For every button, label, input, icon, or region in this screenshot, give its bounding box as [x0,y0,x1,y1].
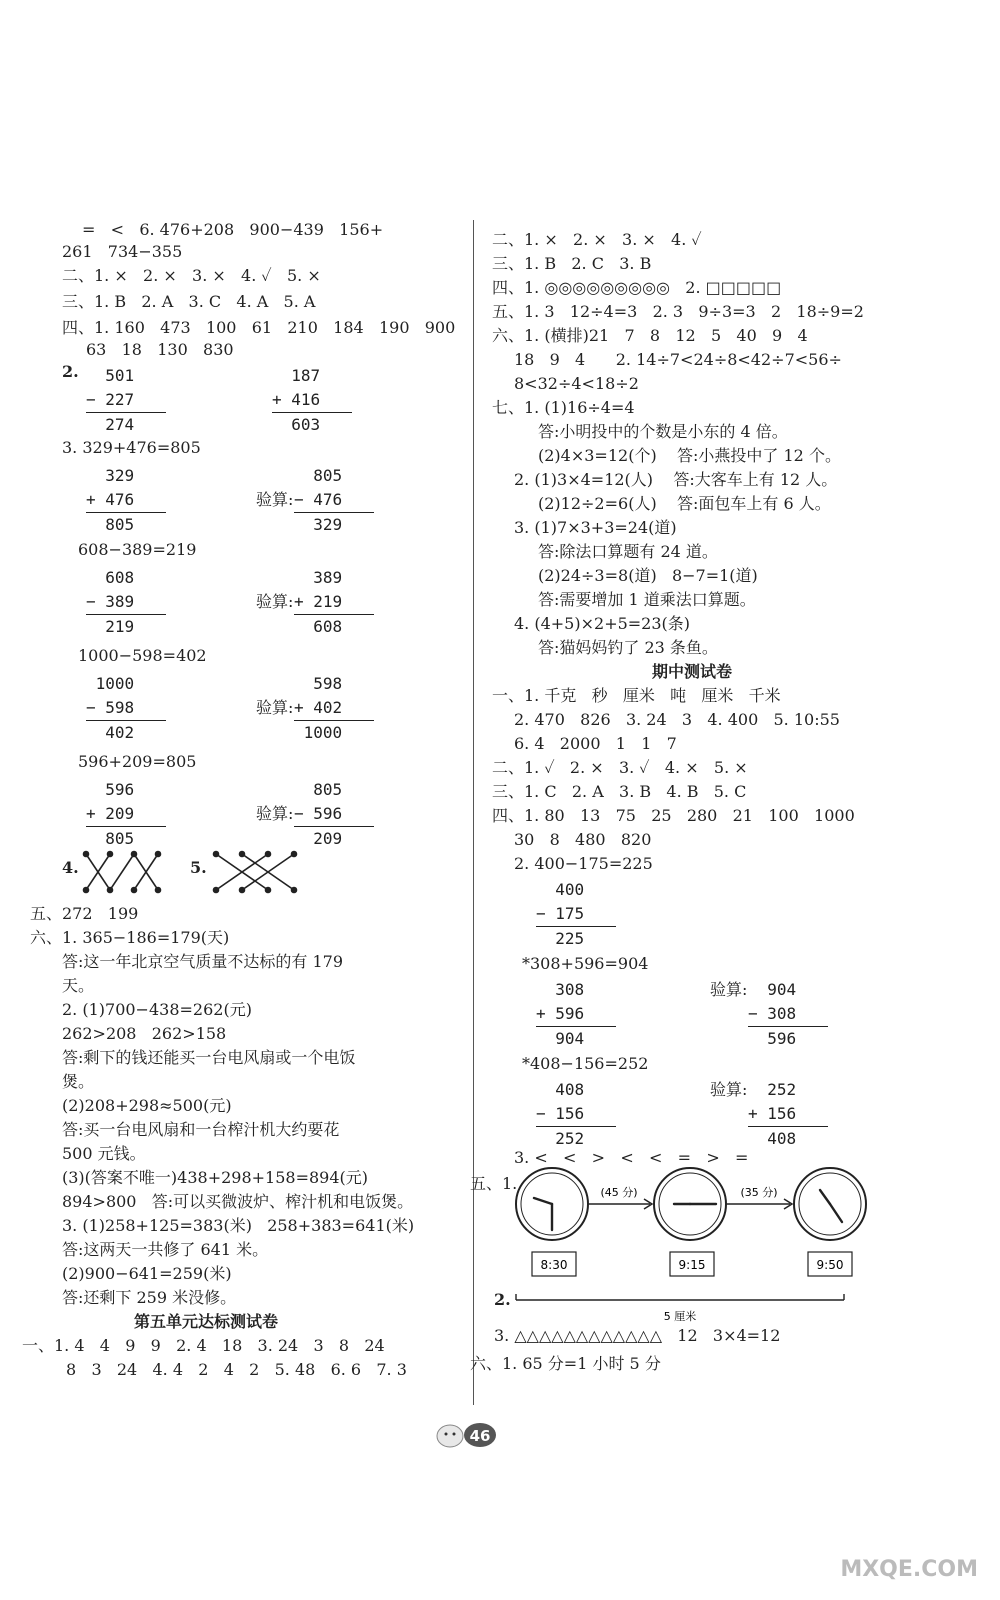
text-line: 三、1. C 2. A 3. B 4. B 5. C [492,782,747,801]
text-line: 答:小明投中的个数是小东的 4 倍。 [538,422,788,441]
text-line: *408−156=252 [522,1054,649,1073]
text-line: 2. (1)3×4=12(人) 答:大客车上有 12 人。 [514,470,838,489]
text-line: 3. (1)7×3+3=24(道) [514,518,677,537]
text-line: 261 734−355 [62,242,183,261]
vertical-calc: 805 − 476 329 [294,464,374,537]
text-line: 二、1. ✓ 2. × 3. ✓ 4. × 5. × [492,758,748,777]
vertical-calc: 904 − 308 596 [748,978,828,1051]
text-line: 答:买一台电风扇和一台榨汁机大约要花 [62,1120,340,1139]
text-line: 答:这两天一共修了 641 米。 [62,1240,269,1259]
vertical-calc: 408 − 156 252 [536,1078,616,1151]
text-line: 答:这一年北京空气质量不达标的有 179 [62,952,344,971]
mascot-icon [430,1420,500,1450]
gap-label: (35 分) [740,1186,778,1199]
line-matching-figure [82,850,192,896]
section-title: 第五单元达标测试卷 [134,1312,279,1331]
text-line: 四、1. 160 473 100 61 210 184 190 900 [62,318,456,337]
vertical-calc: 400 − 175 225 [536,878,616,951]
text-line: 63 18 130 830 [86,340,234,359]
text-line: (2)208+298≈500(元) [62,1096,232,1115]
text-line: 8<32÷4<18÷2 [514,374,639,393]
vertical-calc: 308 + 596 904 [536,978,616,1051]
vertical-calc: 596 + 209 805 [86,778,166,851]
text-line: 3. △△△△△△△△△△△△ 12 3×4=12 [494,1326,781,1345]
text-line: 3. (1)258+125=383(米) 258+383=641(米) [62,1216,415,1235]
text-line: 二、1. × 2. × 3. × 4. ✓ [492,230,702,249]
vertical-calc: 1000 − 598 402 [86,672,166,745]
text-line: 六、1. 365−186=179(天) [30,928,230,947]
vertical-calc: 252 + 156 408 [748,1078,828,1151]
text-line: 三、1. B 2. C 3. B [492,254,652,273]
text-line: 8 3 24 4. 4 2 4 2 5. 48 6. 6 7. 3 [66,1360,407,1379]
clock-figure [512,1164,912,1284]
vertical-calc: 608 − 389 219 [86,566,166,639]
time-label: 9:50 [816,1258,844,1272]
text-line: 30 8 480 820 [514,830,652,849]
section-title: 期中测试卷 [652,662,733,681]
segment-figure [512,1280,872,1324]
text-line: 2. (1)700−438=262(元) [62,1000,252,1019]
text-line: 答:除法口算题有 24 道。 [538,542,718,561]
text-line: 七、1. (1)16÷4=4 [492,398,635,417]
text-line: 6. 4 2000 1 1 7 [514,734,677,753]
text-line: *308+596=904 [522,954,649,973]
text-line: 五、1. 3 12÷4=3 2. 3 9÷3=3 2 18÷9=2 [492,302,864,321]
vertical-calc: 598 + 402 1000 [294,672,374,745]
text-line: 答:还剩下 259 米没修。 [62,1288,237,1307]
check-label: 验算: [256,592,294,611]
text-line: (2)4×3=12(个) 答:小燕投中了 12 个。 [538,446,841,465]
text-line: 3. < < > < < = > = [514,1148,749,1167]
page-number-badge [430,1420,500,1450]
text-line: (2)24÷3=8(道) 8−7=1(道) [538,566,758,585]
gap-label: (45 分) [600,1186,638,1199]
text-line: 六、1. 65 分=1 小时 5 分 [470,1354,661,1373]
text-line: 天。 [62,976,95,995]
vertical-calc: 389 + 219 608 [294,566,374,639]
question-number: 2. [62,362,79,381]
text-line: 4. (4+5)×2+5=23(条) [514,614,691,633]
text-line: 262>208 262>158 [62,1024,227,1043]
text-line: 608−389=219 [78,540,197,559]
time-label: 9:15 [678,1258,706,1272]
page-number: 46 [469,1427,491,1445]
text-line: (2)900−641=259(米) [62,1264,232,1283]
text-line: 一、1. 4 4 9 9 2. 4 18 3. 24 3 8 24 [22,1336,385,1355]
text-line: 1000−598=402 [78,646,207,665]
check-label: 验算: [256,490,294,509]
text-line: 894>800 答:可以买微波炉、榨汁机和电饭煲。 [62,1192,414,1211]
vertical-calc: 187 + 416 603 [272,364,352,437]
text-line: 18 9 4 2. 14÷7<24÷8<42÷7<56÷ [514,350,842,369]
text-line: 五、1. [470,1174,518,1193]
length-label: 5 厘米 [663,1310,697,1323]
text-line: 3. 329+476=805 [62,438,201,457]
question-number: 4. [62,858,79,877]
text-line: 答:剩下的钱还能买一台电风扇或一个电饭 [62,1048,356,1067]
text-line: 500 元钱。 [62,1144,146,1163]
text-line: 煲。 [62,1072,95,1091]
text-line: 答:猫妈妈钓了 23 条鱼。 [538,638,718,657]
text-line: (2)12÷2=6(人) 答:面包车上有 6 人。 [538,494,831,513]
column-divider [473,220,474,1405]
text-line: 四、1. 80 13 75 25 280 21 100 1000 [492,806,855,825]
text-line: 答:需要增加 1 道乘法口算题。 [538,590,756,609]
watermark: MXQE.COM [840,1557,978,1582]
text-line: 五、272 199 [30,904,139,923]
time-label: 8:30 [540,1258,568,1272]
text-line: 2. 400−175=225 [514,854,653,873]
question-number: 2. [494,1290,511,1309]
text-line: 三、1. B 2. A 3. C 4. A 5. A [62,292,316,311]
text-line: (3)(答案不唯一)438+298+158=894(元) [62,1168,369,1187]
text-line: 六、1. (横排)21 7 8 12 5 40 9 4 [492,326,808,345]
vertical-calc: 501 − 227 274 [86,364,166,437]
question-number: 5. [190,858,207,877]
check-label: 验算: [256,804,294,823]
text-line: 596+209=805 [78,752,197,771]
text-line: 一、1. 千克 秒 厘米 吨 厘米 千米 [492,686,781,705]
vertical-calc: 805 − 596 209 [294,778,374,851]
text-line: 2. 470 826 3. 24 3 4. 400 5. 10:55 [514,710,840,729]
check-label: 验算: [256,698,294,717]
text-line: 二、1. × 2. × 3. × 4. ✓ 5. × [62,266,321,285]
check-label: 验算: [710,1080,748,1099]
text-line: 四、1. ◎◎◎◎◎◎◎◎◎ 2. □□□□□ [492,278,782,297]
vertical-calc: 329 + 476 805 [86,464,166,537]
line-matching-figure [212,850,302,896]
text-line: = < 6. 476+208 900−439 156+ [82,220,384,239]
check-label: 验算: [710,980,748,999]
